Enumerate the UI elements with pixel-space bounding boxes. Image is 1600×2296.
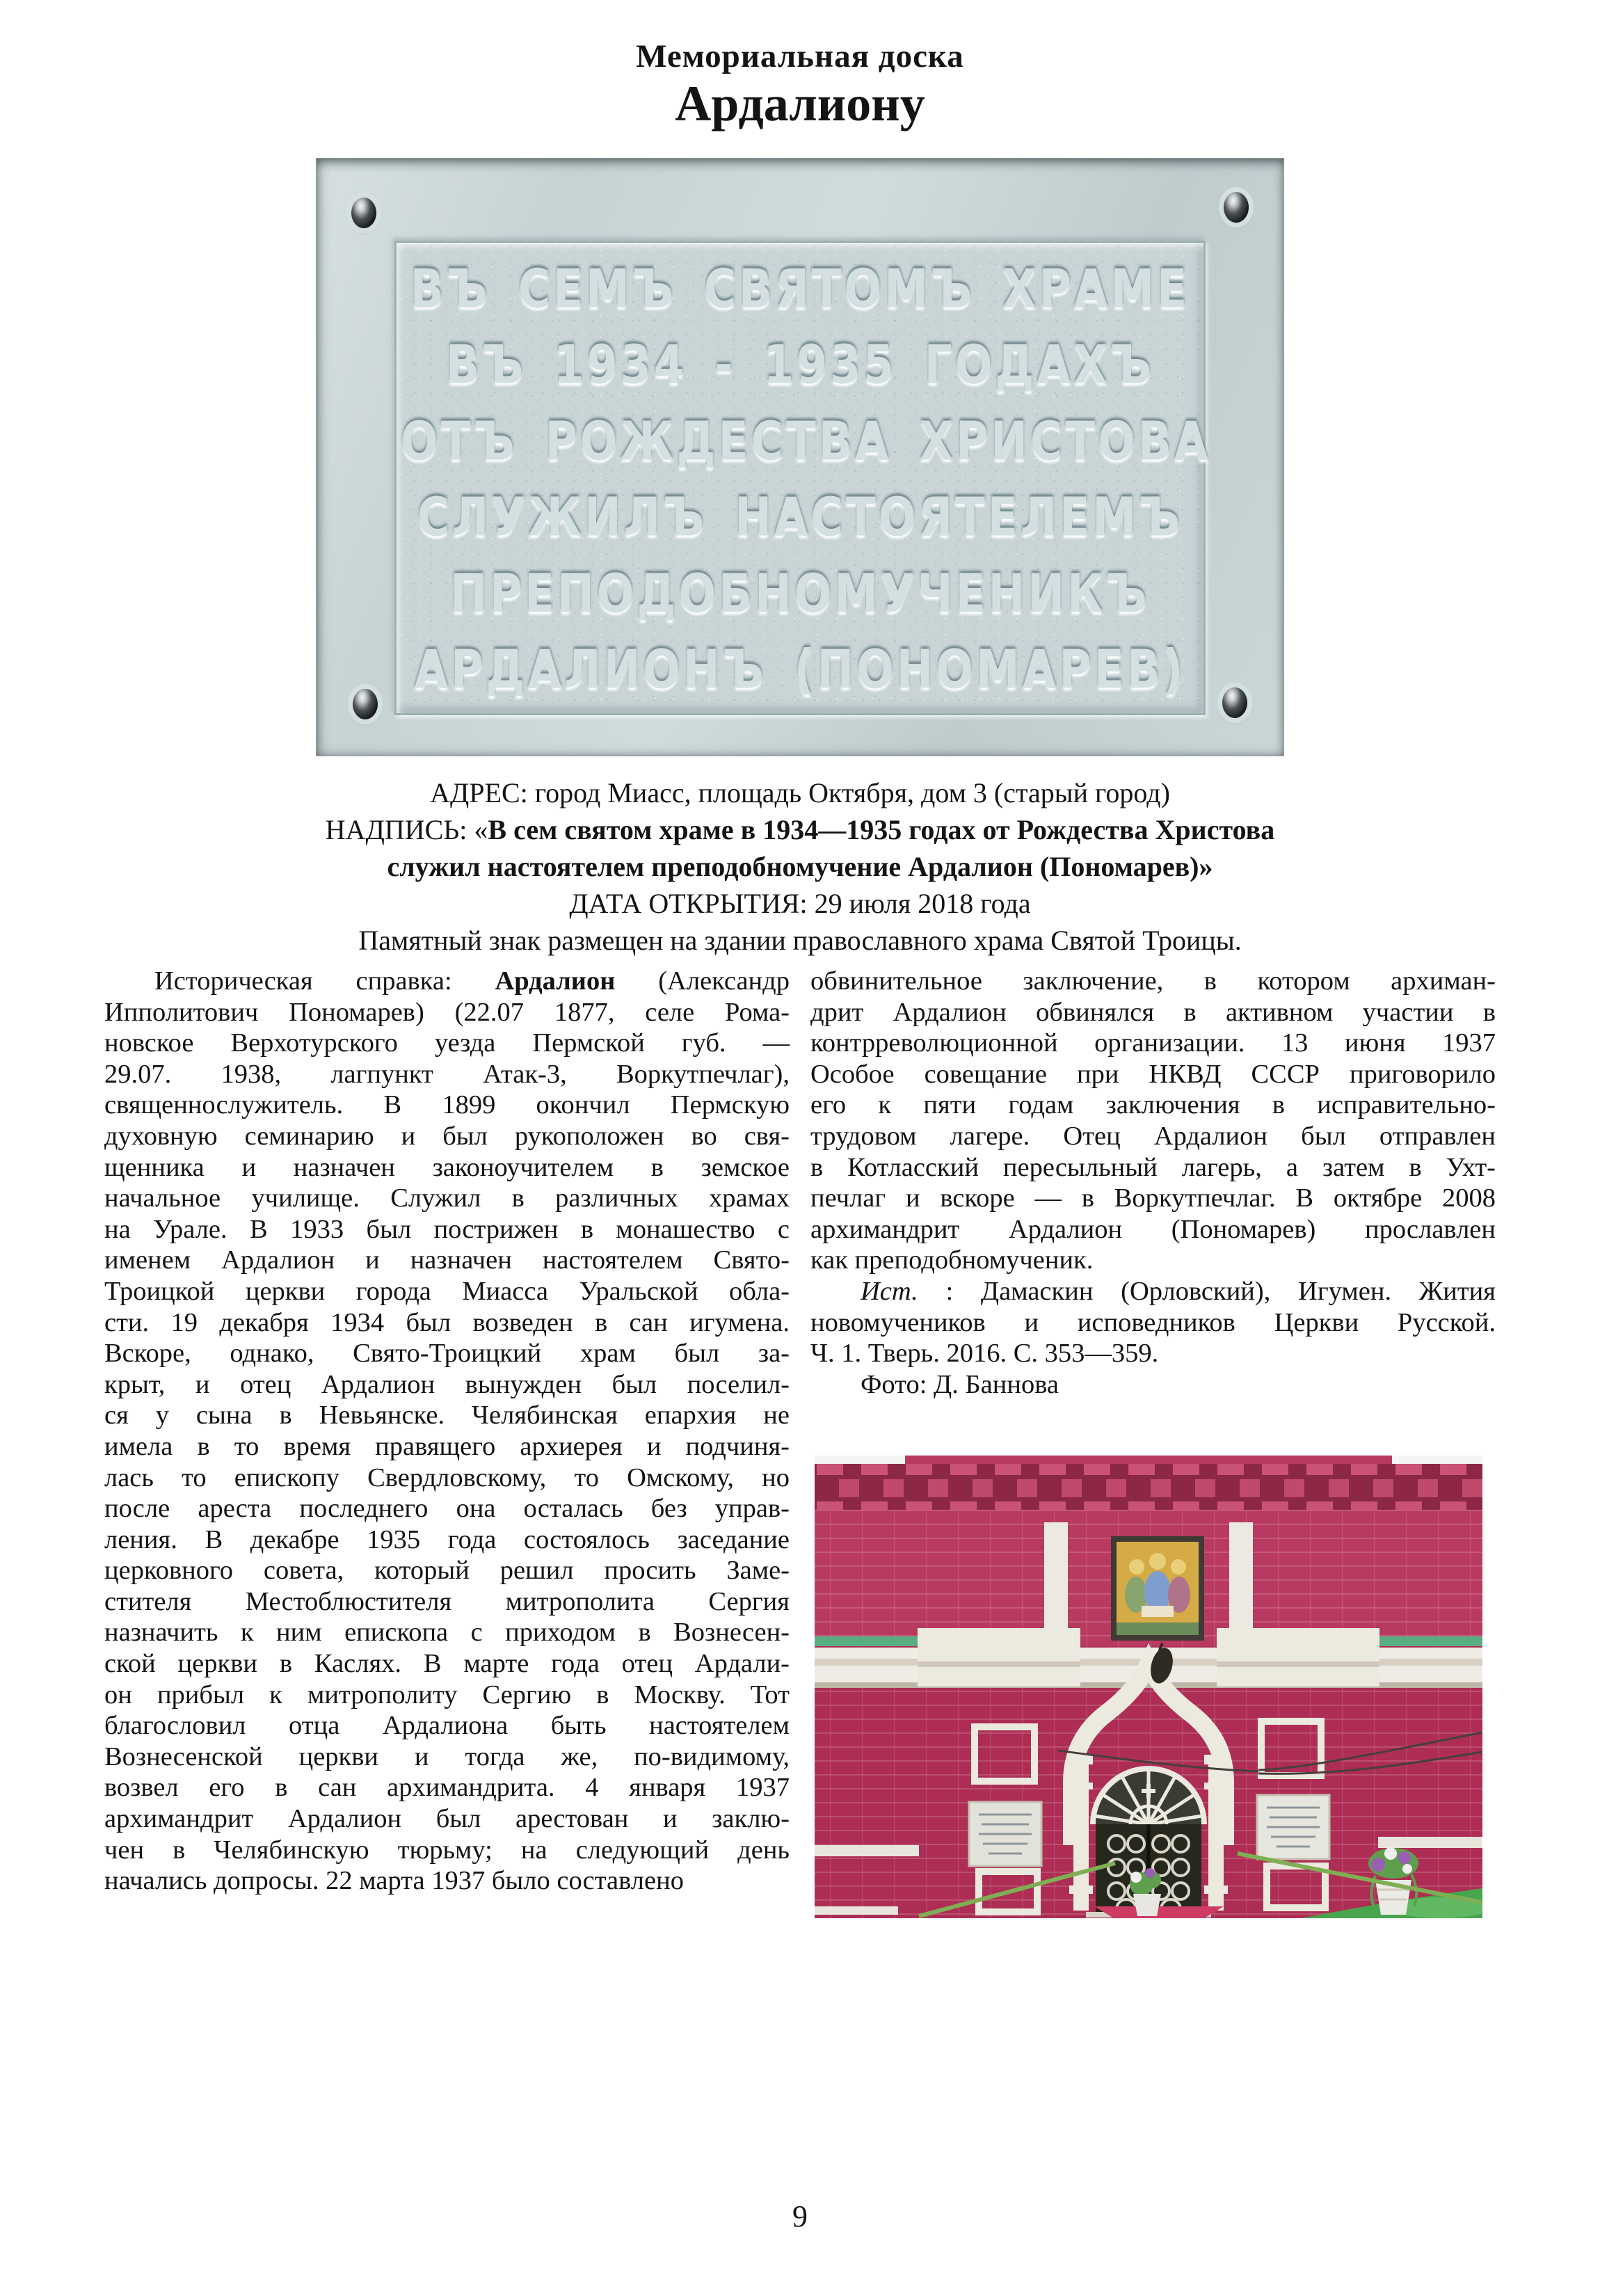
text-line: стителя Местоблюстителя митрополита Сергия xyxy=(104,1586,790,1616)
text-line: именем Ардалион и назначен настоятелем Свято- xyxy=(104,1245,790,1275)
memorial-plaque-right xyxy=(1257,1795,1329,1859)
text-line: служил настоятелем преподобномучение Ардалион (Пономарев)» xyxy=(387,851,1213,882)
text-line: его к пяти годам заключения в исправительно- xyxy=(810,1090,1496,1120)
text-line: ления. В декабре 1935 года состоялось заседание xyxy=(104,1524,790,1554)
text-line: крыт, и отец Ардалион вынужден был поселил- xyxy=(104,1369,790,1399)
article-column-right xyxy=(810,966,1496,1400)
text-line: Историческая справка: Ардалион (Александр xyxy=(154,966,790,996)
screw-icon xyxy=(1222,687,1247,718)
text-line: трудовом лагере. Отец Ардалион был отправлен xyxy=(810,1121,1496,1151)
text-line: лась то епископу Свердловскому, то Омскому, но xyxy=(104,1462,790,1492)
text-line: новомучеников и исповедников Церкви Русской. xyxy=(810,1307,1496,1337)
text-line: печлаг и вскоре — в Воркутпечлаг. В октябре 2008 xyxy=(810,1183,1496,1213)
plaque-inscription-panel xyxy=(394,241,1211,715)
text-line: духовную семинарию и был рукоположен во свя- xyxy=(104,1121,790,1151)
text-line: контрреволюционной организации. 13 июня 1937 xyxy=(810,1028,1496,1058)
plaque-caption xyxy=(226,774,1374,959)
text-line: начались допросы. 22 марта 1937 было составлено xyxy=(104,1866,684,1896)
text-line: щенника и назначен законоучителем в земское xyxy=(104,1152,790,1182)
memorial-plaque-photo xyxy=(317,159,1283,756)
text-line: АРДАЛИОНЪ (ПОНОМАРЕВ) xyxy=(414,638,1186,701)
text-line: обвинительное заключение, в котором архиман- xyxy=(810,966,1496,996)
text-line: ской церкви в Каслях. В марте года отец Ардали- xyxy=(104,1649,790,1679)
text-line: 29.07. 1938, лагпункт Атак-3, Воркутпечлаг), xyxy=(104,1059,790,1089)
text-line: дрит Ардалион обвинялся в активном участии в xyxy=(810,997,1496,1027)
article-body xyxy=(104,966,1496,1918)
text-line: чен в Челябинскую тюрьму; на следующий день xyxy=(104,1835,790,1865)
text-line: Ипполитович Пономарев) (22.07 1877, селе Рома- xyxy=(104,997,790,1027)
text-line: как преподобномученик. xyxy=(810,1245,1094,1275)
text-line: ВЪ 1934 - 1935 ГОДАХЪ xyxy=(445,334,1155,397)
text-line: архимандрит Ардалион был арестован и заклю- xyxy=(104,1804,790,1834)
screw-icon xyxy=(351,198,376,228)
article-column-right-wrap xyxy=(810,966,1496,1918)
text-line: возвел его в сан архимандрита. 4 января 1937 xyxy=(104,1773,790,1803)
text-line: на Урале. В 1933 был пострижен в монашество с xyxy=(104,1214,790,1244)
text-line: имела в то время правящего архиерея и подчиня- xyxy=(104,1431,790,1461)
article-column-left xyxy=(104,966,790,1918)
text-line: назначить к ним епископа с приходом в Вознесен- xyxy=(104,1618,790,1648)
carpet xyxy=(1094,1906,1224,1918)
text-line: начальное училище. Служил в различных храмах xyxy=(104,1183,790,1213)
text-line: Ист. : Дамаскин (Орловский), Игумен. Жития xyxy=(861,1276,1496,1306)
church-photo xyxy=(815,1456,1482,1918)
text-line: ВЪ СЕМЪ СВЯТОМЪ ХРАМЕ xyxy=(410,257,1190,321)
text-line: ОТЪ РОЖДЕСТВА ХРИСТОВА xyxy=(401,410,1211,472)
page-number: 9 xyxy=(792,2199,808,2233)
screw-icon xyxy=(353,689,378,719)
text-line: ДАТА ОТКРЫТИЯ: 29 июля 2018 года xyxy=(569,888,1031,919)
text-line: СЛУЖИЛЪ НАСТОЯТЕЛЕМЪ xyxy=(417,486,1183,549)
text-line: Вскоре, однако, Свято-Троицкий храм был за- xyxy=(104,1339,790,1369)
text-line: в Котласский пересыльный лагерь, а затем в Ухт- xyxy=(810,1152,1496,1182)
pilaster-cap xyxy=(1217,1628,1379,1687)
text-line: ся у сына в Невьянске. Челябинская епархия не xyxy=(104,1401,790,1430)
text-line: церковного совета, который решил просить Заме- xyxy=(104,1556,790,1586)
text-line: Троицкой церкви города Миасса Уральской обла- xyxy=(104,1276,790,1306)
text-line: новское Верхотурского уезда Пермской губ. — xyxy=(104,1028,790,1058)
page-title-category: Мемориальная доска xyxy=(636,38,964,74)
text-line: Ч. 1. Тверь. 2016. С. 353—359. xyxy=(810,1339,1159,1369)
text-line: Фото: Д. Баннова xyxy=(861,1369,1059,1399)
text-line: сти. 19 декабря 1934 был возведен в сан игумена. xyxy=(104,1307,790,1337)
screw-icon xyxy=(1224,192,1249,223)
text-line: он прибыл к митрополиту Сергию в Москву. Тот xyxy=(104,1680,790,1709)
text-line: Вознесенской церкви и тогда же, по-видимому, xyxy=(104,1741,790,1771)
plaque-inscription xyxy=(397,243,1211,713)
text-line: благословил отца Ардалиона быть настоятелем xyxy=(104,1711,790,1741)
text-line: Памятный знак размещен на здании православного храма Святой Троицы. xyxy=(358,925,1242,956)
page-title-person: Ардалиону xyxy=(675,76,925,131)
text-line: ПРЕПОДОБНОМУЧЕНИКЪ xyxy=(450,562,1150,625)
text-line: Особое совещание при НКВД СССР приговорило xyxy=(810,1059,1496,1089)
text-line: архимандрит Ардалион (Пономарев) прославлен xyxy=(810,1214,1496,1244)
text-line: АДРЕС: город Миасс, площадь Октября, дом 3 (старый город) xyxy=(430,777,1170,808)
marble-plaque xyxy=(317,159,1283,756)
pilaster-cap xyxy=(918,1628,1080,1687)
trinity-icon xyxy=(1111,1536,1204,1641)
crenellation xyxy=(815,1464,1482,1510)
memorial-plaque-left xyxy=(969,1802,1041,1866)
text-line: после ареста последнего она осталась без управ- xyxy=(104,1494,790,1524)
text-line: НАДПИСЬ: «В сем святом храме в 1934—1935 годах от Рождества Христова xyxy=(325,814,1275,845)
text-line: священнослужитель. В 1899 окончил Пермскую xyxy=(104,1090,790,1120)
